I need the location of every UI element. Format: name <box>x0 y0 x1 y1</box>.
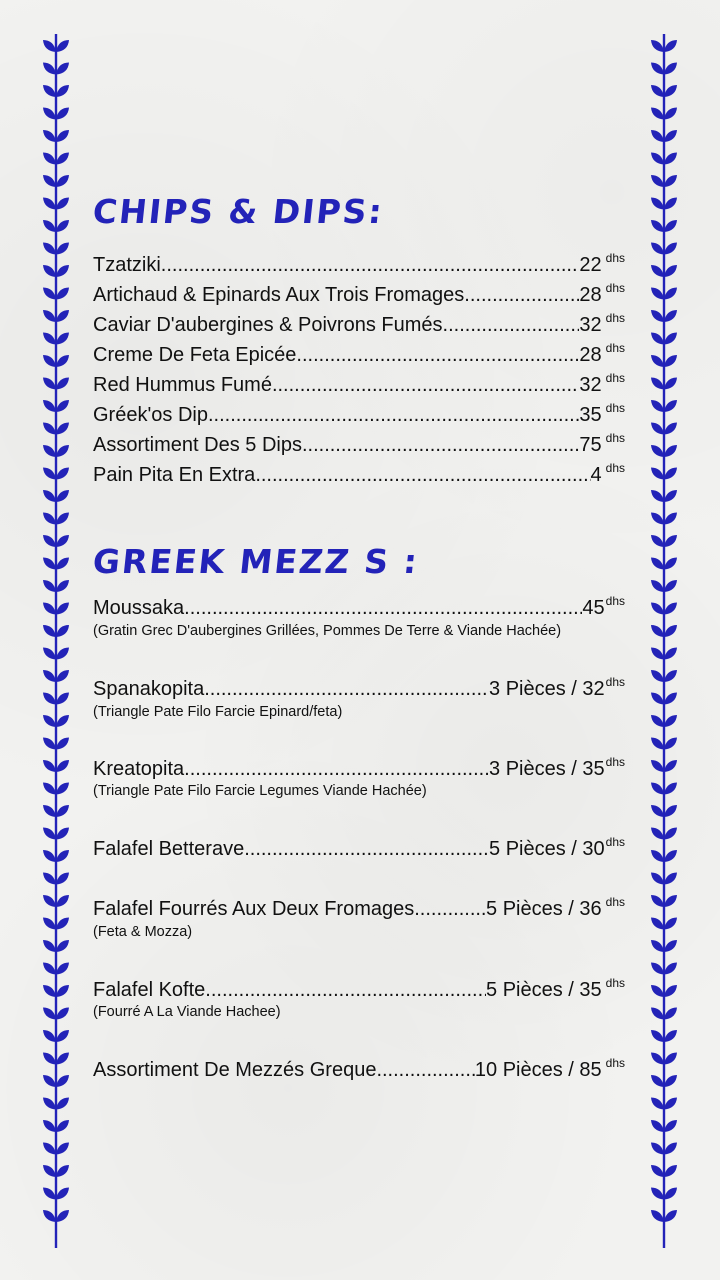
leaf-icon <box>43 1053 56 1065</box>
leaf-icon <box>56 63 69 75</box>
leaf-icon <box>664 445 677 457</box>
item-name: Artichaud & Epinards Aux Trois Fromages <box>93 284 465 306</box>
leaf-icon <box>651 40 664 52</box>
leaf-icon <box>664 895 677 907</box>
leaf-icon <box>43 805 56 817</box>
leaf-icon <box>664 625 677 637</box>
section-title-chips-dips: CHIPS & DIPS: <box>90 192 386 231</box>
leaf-icon <box>651 355 664 367</box>
leaf-icon <box>56 1075 69 1087</box>
leaf-icon <box>651 468 664 480</box>
leaf-icon <box>43 265 56 277</box>
leaf-icon <box>651 243 664 255</box>
leaf-icon <box>56 715 69 727</box>
leaf-icon <box>56 1210 69 1222</box>
leaf-icon <box>56 513 69 525</box>
leaf-icon <box>664 1120 677 1132</box>
leaf-icon <box>43 783 56 795</box>
leaf-icon <box>651 873 664 885</box>
leaf-icon <box>43 963 56 975</box>
leaf-icon <box>43 310 56 322</box>
leaf-icon <box>43 400 56 412</box>
price-unit: dhs <box>605 1056 625 1070</box>
item-description: (Gratin Grec D'aubergines Grillées, Pommes De Terre & Viande Hachée) <box>93 623 562 639</box>
item-price: 22 <box>579 254 602 276</box>
leaf-icon <box>56 243 69 255</box>
price-unit: dhs <box>605 675 625 689</box>
leaf-icon <box>43 693 56 705</box>
leaf-icon <box>56 670 69 682</box>
leaf-icon <box>56 1188 69 1200</box>
leaf-icon <box>56 333 69 345</box>
menu-item <box>93 433 625 459</box>
leaf-icon <box>651 490 664 502</box>
leaf-icon <box>664 153 677 165</box>
leaf-icon <box>43 850 56 862</box>
leaf-icon <box>651 265 664 277</box>
leaf-icon <box>664 1188 677 1200</box>
leaf-icon <box>56 468 69 480</box>
item-price: 10 Pièces / 85 <box>474 1059 602 1081</box>
leaf-icon <box>56 108 69 120</box>
leaf-icon <box>664 355 677 367</box>
leaf-icon <box>664 243 677 255</box>
leaf-icon <box>43 558 56 570</box>
leaf-icon <box>56 445 69 457</box>
leaf-icon <box>43 288 56 300</box>
price-unit: dhs <box>605 371 625 385</box>
leaf-icon <box>56 760 69 772</box>
leaf-icon <box>664 1098 677 1110</box>
leaf-icon <box>43 1188 56 1200</box>
leaf-icon <box>664 805 677 817</box>
item-name: Spanakopita <box>93 678 205 700</box>
leaf-icon <box>43 63 56 75</box>
item-name: Assortiment De Mezzés Greque <box>93 1059 377 1081</box>
leaf-icon <box>664 940 677 952</box>
item-price: 5 Pièces / 35 <box>486 979 602 1001</box>
leaf-icon <box>56 265 69 277</box>
leaf-icon <box>43 333 56 345</box>
leaf-icon <box>664 873 677 885</box>
item-name: Tzatziki <box>93 254 161 276</box>
leaf-icon <box>56 1165 69 1177</box>
menu-item <box>93 463 625 489</box>
leaf-icon <box>56 1143 69 1155</box>
leaf-icon <box>664 1143 677 1155</box>
leaf-icon <box>651 333 664 345</box>
laurel-vine-right-icon <box>649 34 679 1248</box>
leaf-icon <box>651 805 664 817</box>
leaf-icon <box>56 603 69 615</box>
item-description: (Triangle Pate Filo Farcie Epinard/feta) <box>93 704 343 720</box>
item-name: Assortiment Des 5 Dips <box>93 434 302 456</box>
leaf-icon <box>664 670 677 682</box>
leaf-icon <box>651 1188 664 1200</box>
leaf-icon <box>43 603 56 615</box>
leaf-icon <box>43 153 56 165</box>
item-price: 45 <box>582 597 605 619</box>
leaf-icon <box>56 580 69 592</box>
leaf-icon <box>43 738 56 750</box>
leaf-icon <box>56 40 69 52</box>
leaf-icon <box>664 265 677 277</box>
section-title-greek-mezzes: GREEK MEZZ S : <box>90 542 421 581</box>
leaf-icon <box>651 558 664 570</box>
leaf-icon <box>56 895 69 907</box>
leaf-icon <box>651 175 664 187</box>
menu-item <box>93 757 625 783</box>
leaf-icon <box>651 918 664 930</box>
leaf-icon <box>651 715 664 727</box>
menu-item <box>93 373 625 399</box>
leaf-icon <box>43 1030 56 1042</box>
leaf-icon <box>56 940 69 952</box>
leaf-icon <box>43 130 56 142</box>
leaf-icon <box>43 985 56 997</box>
leaf-icon <box>43 40 56 52</box>
leaf-icon <box>664 1165 677 1177</box>
leaf-icon <box>651 985 664 997</box>
leaf-icon <box>56 693 69 705</box>
leaf-icon <box>664 783 677 795</box>
price-unit: dhs <box>605 755 625 769</box>
leaf-icon <box>664 490 677 502</box>
leaf-icon <box>664 40 677 52</box>
leaf-icon <box>651 738 664 750</box>
item-name: Falafel Betterave <box>93 838 245 860</box>
leaf-icon <box>664 558 677 570</box>
leaf-icon <box>43 423 56 435</box>
leaf-icon <box>43 243 56 255</box>
leaf-icon <box>56 1098 69 1110</box>
leaf-icon <box>651 828 664 840</box>
item-description: (Fourré A La Viande Hachee) <box>93 1004 281 1020</box>
leaf-icon <box>651 1098 664 1110</box>
leaf-icon <box>43 580 56 592</box>
leaf-icon <box>651 693 664 705</box>
price-unit: dhs <box>605 976 625 990</box>
item-price: 3 Pièces / 32 <box>489 678 605 700</box>
leaf-icon <box>56 1030 69 1042</box>
leaf-icon <box>43 355 56 367</box>
leaf-icon <box>56 558 69 570</box>
leaf-icon <box>651 513 664 525</box>
leaf-icon <box>56 288 69 300</box>
leaf-icon <box>56 423 69 435</box>
laurel-vine-left-icon <box>41 34 71 1248</box>
leaf-icon <box>56 850 69 862</box>
leaf-icon <box>43 445 56 457</box>
leaf-icon <box>43 918 56 930</box>
leaf-icon <box>664 738 677 750</box>
leaf-icon <box>651 1165 664 1177</box>
leaf-icon <box>664 918 677 930</box>
menu-item <box>93 596 625 622</box>
leaf-icon <box>56 1008 69 1020</box>
leaf-icon <box>43 198 56 210</box>
leaf-icon <box>664 648 677 660</box>
item-price: 75 <box>579 434 602 456</box>
item-name: Kreatopita <box>93 758 185 780</box>
item-price: 5 Pièces / 30 <box>489 838 605 860</box>
leaf-icon <box>651 378 664 390</box>
leaf-icon <box>43 1098 56 1110</box>
leaf-icon <box>56 1120 69 1132</box>
leaf-icon <box>651 63 664 75</box>
leaf-icon <box>651 130 664 142</box>
leaf-icon <box>664 715 677 727</box>
item-name: Moussaka <box>93 597 185 619</box>
leaf-icon <box>651 648 664 660</box>
leaf-icon <box>43 1008 56 1020</box>
leaf-icon <box>651 783 664 795</box>
leaf-icon <box>664 580 677 592</box>
leaf-icon <box>43 108 56 120</box>
leaf-icon <box>664 220 677 232</box>
leaf-icon <box>43 760 56 772</box>
item-name: Pain Pita En Extra <box>93 464 256 486</box>
leaf-icon <box>664 1053 677 1065</box>
leaf-icon <box>664 423 677 435</box>
leaf-icon <box>651 108 664 120</box>
leaf-icon <box>664 535 677 547</box>
leaf-icon <box>56 1053 69 1065</box>
leaf-icon <box>56 153 69 165</box>
leaf-icon <box>651 1120 664 1132</box>
item-name: Gréek'os Dip <box>93 404 208 426</box>
price-unit: dhs <box>605 311 625 325</box>
leaf-icon <box>56 310 69 322</box>
leaf-icon <box>56 535 69 547</box>
leaf-icon <box>56 378 69 390</box>
leaf-icon <box>56 400 69 412</box>
leaf-icon <box>56 175 69 187</box>
leaf-icon <box>651 198 664 210</box>
leaf-icon <box>43 895 56 907</box>
leaf-icon <box>664 828 677 840</box>
leaf-icon <box>56 805 69 817</box>
leaf-icon <box>56 873 69 885</box>
leaf-icon <box>43 535 56 547</box>
leaf-icon <box>664 963 677 975</box>
leaf-icon <box>651 1030 664 1042</box>
leaf-icon <box>43 513 56 525</box>
leaf-icon <box>651 625 664 637</box>
item-price: 32 <box>579 314 602 336</box>
menu-item <box>93 313 625 339</box>
leaf-icon <box>43 85 56 97</box>
leaf-icon <box>43 715 56 727</box>
leaf-icon <box>43 648 56 660</box>
leaf-icon <box>43 873 56 885</box>
leaf-icon <box>664 1210 677 1222</box>
item-price: 4 <box>590 464 602 486</box>
leaf-icon <box>43 670 56 682</box>
price-unit: dhs <box>605 594 625 608</box>
leaf-icon <box>651 288 664 300</box>
leaf-icon <box>651 153 664 165</box>
leaf-icon <box>664 1030 677 1042</box>
leaf-icon <box>56 985 69 997</box>
leaf-icon <box>56 918 69 930</box>
price-unit: dhs <box>605 401 625 415</box>
leaf-icon <box>43 625 56 637</box>
leaf-icon <box>651 535 664 547</box>
price-unit: dhs <box>605 895 625 909</box>
menu-item <box>93 283 625 309</box>
leaf-icon <box>651 670 664 682</box>
leaf-icon <box>43 490 56 502</box>
price-unit: dhs <box>605 341 625 355</box>
leaf-icon <box>664 1075 677 1087</box>
item-description: (Feta & Mozza) <box>93 924 193 940</box>
leaf-icon <box>664 513 677 525</box>
leaf-icon <box>43 220 56 232</box>
leaf-icon <box>651 895 664 907</box>
price-unit: dhs <box>605 431 625 445</box>
leaf-icon <box>43 940 56 952</box>
menu-item <box>93 343 625 369</box>
leaf-icon <box>56 130 69 142</box>
leaf-icon <box>43 1120 56 1132</box>
leaf-icon <box>651 85 664 97</box>
leaf-icon <box>651 760 664 772</box>
leaf-icon <box>664 198 677 210</box>
leaf-icon <box>651 963 664 975</box>
leaf-icon <box>664 603 677 615</box>
leaf-icon <box>43 175 56 187</box>
leaf-icon <box>651 1053 664 1065</box>
leaf-icon <box>651 445 664 457</box>
leaf-icon <box>664 400 677 412</box>
leaf-icon <box>651 580 664 592</box>
menu-item <box>93 403 625 429</box>
leaf-icon <box>56 490 69 502</box>
leaf-icon <box>56 738 69 750</box>
leaf-icon <box>56 198 69 210</box>
leaf-icon <box>664 378 677 390</box>
leaf-icon <box>651 1143 664 1155</box>
leaf-icon <box>651 423 664 435</box>
leaf-icon <box>56 963 69 975</box>
leaf-icon <box>56 828 69 840</box>
leaf-icon <box>664 130 677 142</box>
leaf-icon <box>56 355 69 367</box>
menu-item <box>93 837 625 863</box>
item-price: 28 <box>579 284 602 306</box>
price-unit: dhs <box>605 281 625 295</box>
leaf-icon <box>43 828 56 840</box>
leaf-icon <box>651 850 664 862</box>
item-price: 32 <box>579 374 602 396</box>
item-name: Falafel Fourrés Aux Deux Fromages <box>93 898 415 920</box>
menu-item <box>93 978 625 1004</box>
item-name: Falafel Kofte <box>93 979 206 1001</box>
leaf-icon <box>651 1210 664 1222</box>
leaf-icon <box>651 220 664 232</box>
item-name: Red Hummus Fumé <box>93 374 272 396</box>
leaf-icon <box>664 288 677 300</box>
leaf-icon <box>43 468 56 480</box>
leaf-icon <box>56 220 69 232</box>
leaf-icon <box>651 400 664 412</box>
leaf-icon <box>664 985 677 997</box>
leaf-icon <box>43 1075 56 1087</box>
leaf-icon <box>43 1143 56 1155</box>
leaf-icon <box>664 310 677 322</box>
leaf-icon <box>56 85 69 97</box>
price-unit: dhs <box>605 835 625 849</box>
leaf-icon <box>651 1075 664 1087</box>
item-price: 35 <box>579 404 602 426</box>
leaf-icon <box>43 1210 56 1222</box>
menu-item <box>93 1058 625 1084</box>
leaf-icon <box>664 693 677 705</box>
leaf-icon <box>651 1008 664 1020</box>
leaf-icon <box>664 108 677 120</box>
leaf-icon <box>664 333 677 345</box>
leaf-icon <box>664 63 677 75</box>
item-price: 3 Pièces / 35 <box>489 758 605 780</box>
item-price: 28 <box>579 344 602 366</box>
leaf-icon <box>664 850 677 862</box>
leaf-icon <box>664 468 677 480</box>
item-price: 5 Pièces / 36 <box>486 898 602 920</box>
leaf-icon <box>43 378 56 390</box>
leaf-icon <box>651 940 664 952</box>
price-unit: dhs <box>605 461 625 475</box>
leaf-icon <box>651 603 664 615</box>
menu-item <box>93 897 625 923</box>
item-name: Creme De Feta Epicée <box>93 344 297 366</box>
leaf-icon <box>56 648 69 660</box>
leaf-icon <box>664 175 677 187</box>
leaf-icon <box>664 85 677 97</box>
leaf-icon <box>56 625 69 637</box>
leaf-icon <box>43 1165 56 1177</box>
menu-item <box>93 677 625 703</box>
menu-item <box>93 253 625 279</box>
leaf-icon <box>664 1008 677 1020</box>
leaf-icon <box>664 760 677 772</box>
leaf-icon <box>56 783 69 795</box>
price-unit: dhs <box>605 251 625 265</box>
item-description: (Triangle Pate Filo Farcie Legumes Viande Hachée) <box>93 783 427 799</box>
leaf-icon <box>651 310 664 322</box>
item-name: Caviar D'aubergines & Poivrons Fumés <box>93 314 443 336</box>
